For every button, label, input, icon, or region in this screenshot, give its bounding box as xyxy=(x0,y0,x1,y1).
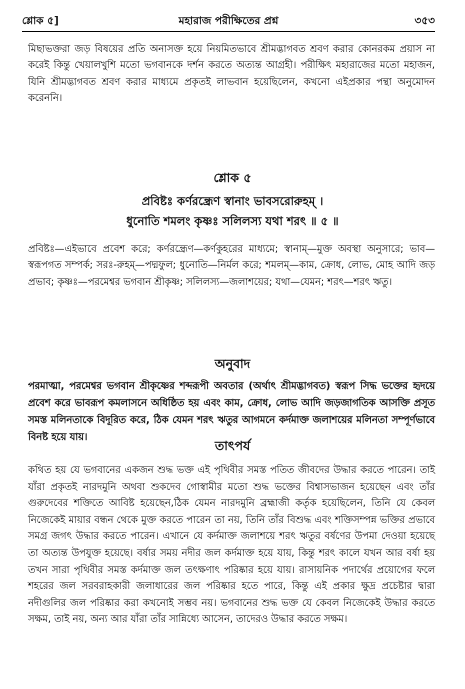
header-chapter-title: মহারাজ পরীক্ষিতের প্রশ্ন xyxy=(178,15,279,27)
translation-heading: অনুবাদ xyxy=(214,356,251,371)
verse-line-1: প্রবিষ্টঃ কর্ণরন্ধ্রেণ স্বানাং ভাবসরোরুহম্ । xyxy=(141,194,324,208)
synonyms-paragraph: প্রবিষ্টঃ—এইভাবে প্রবেশ করে; কর্ণরন্ধ্রেণ—কর্ণকুহরের মাধ্যমে; স্বানাম্—মুক্ত অবস্থা অনুসারে; ভাব—স্বরূপগত সম্পর্ক; সরঃ-রুহম্—পদ্মফুল; ধুনোতি—নির্মল করে; শমলম্—কাম, ক্রোধ, লোভ, মোহ আদি জড় প্রভাব; কৃষ্ণঃ—পরমেশ্বর ভগবান শ্রীকৃষ্ণ; সলিলস্য—জলাশয়ের; যথা—যেমন; শরৎ—শরৎ ঋতু। xyxy=(28,244,435,288)
purport-paragraph: কথিত হয় যে ভগবানের একজন শুদ্ধ ভক্ত এই পৃথিবীর সমস্ত পতিত জীবদের উদ্ধার করতে পারেন। তাই যাঁরা প্রকৃতই নারদমুনি অথবা শুকদেব গোস্বামীর মতো শুদ্ধ ভক্তের বিশ্বাসভাজন হয়েছেন এবং তাঁর গুরুদেবের শক্তিতে আবিষ্ট হয়েছেন,ঠিক যেমন নারদমুনি ব্রহ্মাজী কর্তৃক হয়েছিলেন, তিনি যে কেবল নিজেকেই মায়ার বন্ধন থেকে মুক্ত করতে পারেন তা নয়, তিনি তাঁর বিশুদ্ধ এবং শক্তিসম্পন্ন ভক্তির প্রভাবে সমগ্র জগৎ উদ্ধার করতে পারেন। এখানে যে কর্দমাক্ত জলাশয়ে শরৎ ঋতুর বর্ষণের উপমা দেওয়া হয়েছে তা অত্যন্ত উপযুক্ত হয়েছে। বর্ষার সময় নদীর জল কর্দমাক্ত হয়ে যায়, কিন্তু শরৎ কালে যখন আর বর্ষা হয় তখন সারা পৃথিবীর সমস্ত কর্দমাক্ত জল তৎক্ষণাৎ পরিষ্কার হয়ে যায়। রাসায়নিক পদার্থের প্রয়োগের ফলে শহরের জল সরবরাহকারী জলাধারের জল পরিষ্কার হতে পারে, কিন্তু এই প্রকার ক্ষুদ্র প্রচেষ্টার দ্বারা নদীগুলির জল পরিষ্কার করা কখনোই সম্ভব নয়। ভগবানের শুদ্ধ ভক্ত যে কেবল নিজেকেই উদ্ধার করতে সক্ষম, তাই নয়, অন্য আর যাঁরা তাঁর সান্নিধ্যে আসেন, তাদেরও উদ্ধার করতে সক্ষম। xyxy=(28,465,435,626)
translation-paragraph: পরমাত্মা, পরমেশ্বর ভগবান শ্রীকৃষ্ণের শব্দরূপী অবতার (অর্থাৎ শ্রীমদ্ভাগবত) স্বরূপ সিদ্ধ ভক্তের হৃদয়ে প্রবেশ করে ভাবরূপ কমলাসনে অধিষ্ঠিত হয় এবং কাম, ক্রোধ, লোভ আদি জড়জাগতিক আসক্তি প্রসূত সমস্ত মলিনতাকে বিদূরিত করে, ঠিক যেমন শরৎ ঋতুর আগমনে কর্দমাক্ত জলাশয়ের মলিনতা সম্পূর্ণভাবে বিনষ্ট হয়ে যায়। xyxy=(28,381,435,443)
verse-heading: শ্লোক ৫ xyxy=(213,170,252,185)
purport-heading: তাৎপর্য xyxy=(214,438,251,453)
intro-paragraph: মিছাভক্তরা জড় বিষয়ের প্রতি অনাসক্ত হয়ে নিয়মিতভাবে শ্রীমদ্ভাগবত শ্রবণ করার কোনরকম প্রয়াস না করেই কিন্তু খেয়ালখুশি মতো ভগবানকে দর্শন করতে অত্যন্ত আগ্রহী। পরীক্ষিৎ মহারাজের মতো মহাজন, যিনি শ্রীমদ্ভাগবত শ্রবণ করার মাধ্যমে প্রকৃতই লাভবান হয়েছিলেন, কখনো এইপ্রকার পন্থা অনুমোদন করেননি। xyxy=(28,44,435,105)
running-header xyxy=(22,14,435,30)
header-verse-ref: শ্লোক ৫] xyxy=(22,15,59,27)
verse-line-2: ধুনোতি শমলং কৃষ্ণঃ সলিলস্য যথা শরৎ ॥ ৫ ॥ xyxy=(126,214,339,228)
page-number: ৩৫৩ xyxy=(414,15,435,27)
header-rule xyxy=(22,31,435,32)
